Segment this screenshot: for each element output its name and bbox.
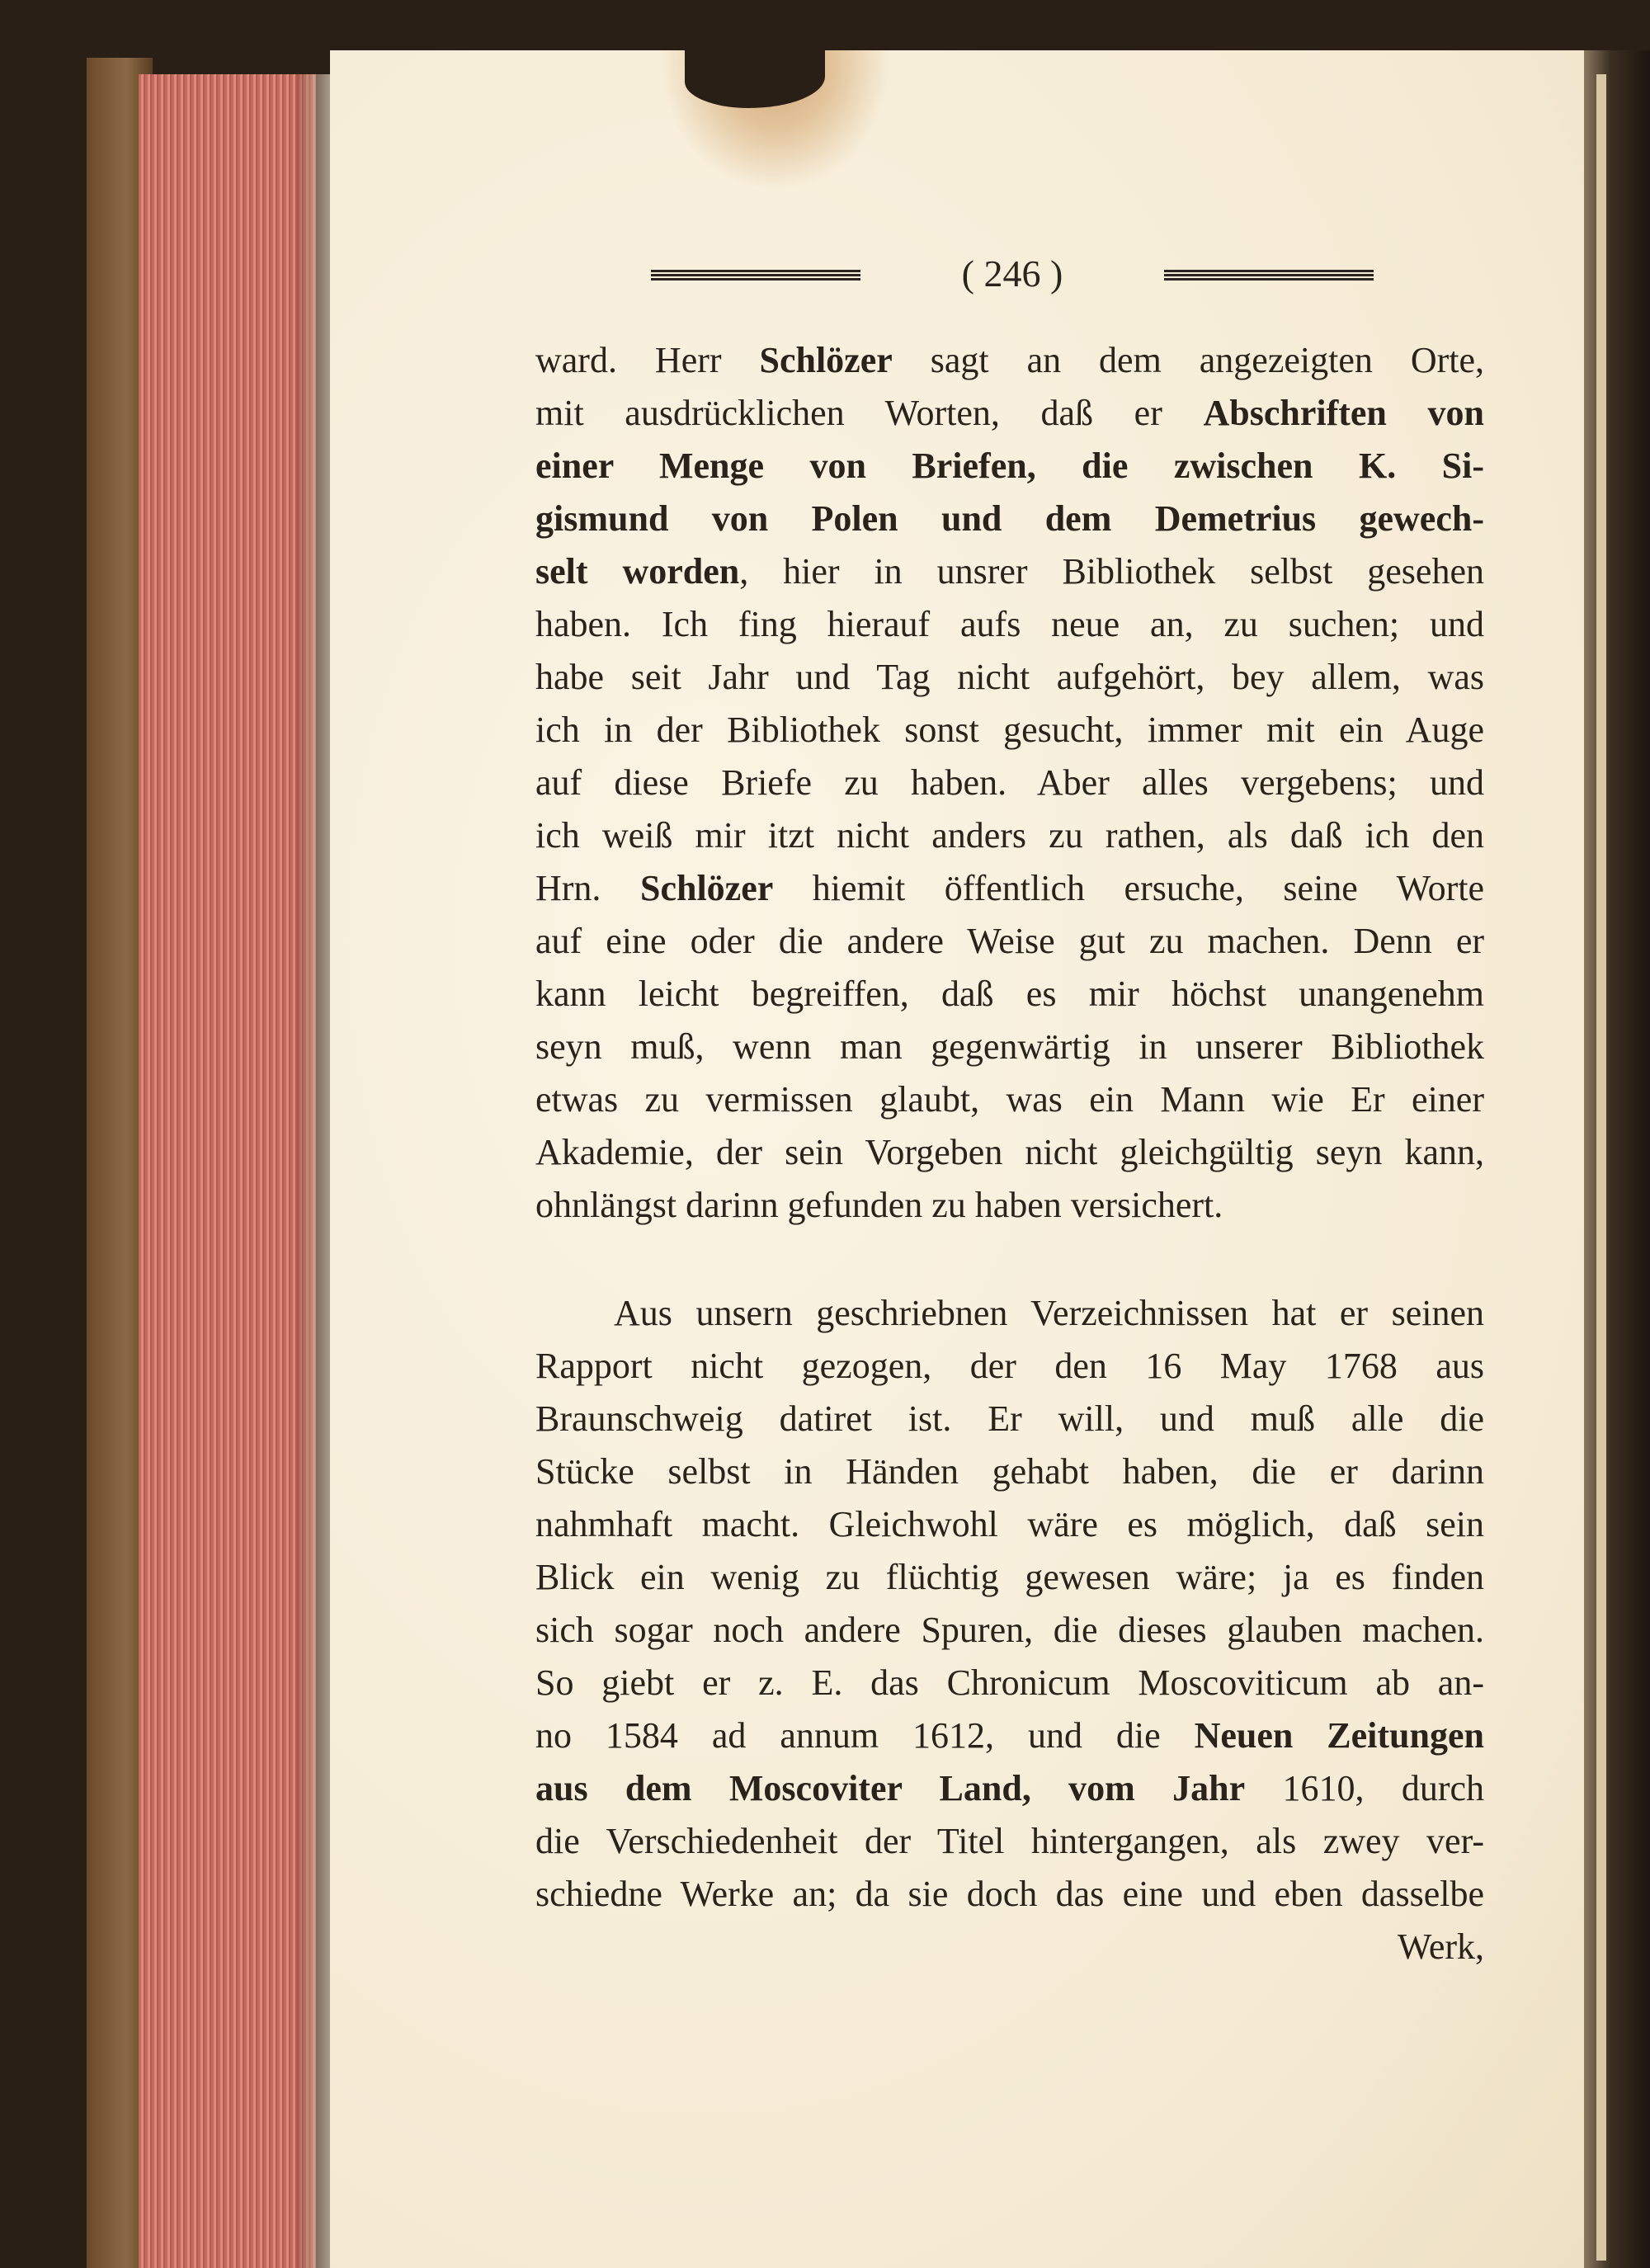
text-line — [535, 968, 1484, 1021]
text-segment: haben. Ich fing hierauf aufs neue an, zu suchen; und — [535, 604, 1484, 644]
emphasized-text: Schlözer — [759, 340, 893, 380]
emphasized-text: aus dem Moscoviter Land, vom Jahr — [535, 1768, 1246, 1808]
text-segment: ich weiß mir itzt nicht anders zu rathen, als daß ich den — [535, 815, 1484, 856]
text-segment: die Verschiedenheit der Titel hintergangen, als zwey ver- — [535, 1821, 1484, 1861]
text-line — [535, 440, 1484, 493]
text-segment: ward. Herr — [535, 340, 760, 380]
text-segment: nahmhaft macht. Gleichwohl wäre es möglich, daß sein — [535, 1504, 1484, 1544]
text-segment: Chronicum Moscoviticum ab an- — [946, 1662, 1484, 1703]
text-line — [535, 1445, 1484, 1498]
text-line — [535, 1604, 1484, 1657]
header-rule-right — [1164, 270, 1374, 281]
emphasized-text: Schlözer — [639, 868, 774, 908]
text-line — [535, 757, 1484, 809]
text-line — [535, 334, 1484, 387]
emphasized-text: gismund von Polen und dem Demetrius gewech- — [535, 498, 1484, 539]
paragraph-1 — [535, 334, 1484, 1232]
text-segment: Rapport nicht gezogen, der den 16 May 1768 aus — [535, 1346, 1484, 1386]
page-edge-shadow — [297, 74, 330, 2268]
text-segment: habe seit Jahr und Tag nicht aufgehört, bey allem, was — [535, 657, 1484, 697]
text-line — [535, 598, 1484, 651]
text-segment: Aus unsern geschriebnen Verzeichnissen hat er seinen — [614, 1293, 1484, 1333]
facing-page-edge — [1596, 74, 1606, 2261]
text-line — [535, 809, 1484, 862]
text-segment: ich in der Bibliothek sonst gesucht, immer mit ein Auge — [535, 710, 1484, 750]
text-segment: So giebt er z. E. das — [535, 1662, 947, 1703]
text-line — [535, 862, 1484, 915]
text-line — [535, 545, 1484, 598]
emphasized-text: Abschriften von — [1203, 393, 1484, 433]
text-segment: auf eine oder die andere Weise gut zu machen. Denn er — [535, 921, 1484, 961]
text-line — [535, 1551, 1484, 1604]
text-line — [535, 1021, 1484, 1073]
catchword: Werk, — [1397, 1926, 1484, 1967]
text-segment: auf diese Briefe zu haben. Aber alles vergebens; und — [535, 762, 1484, 803]
text-segment: , hier in unsrer Bibliothek selbst gesehen — [739, 551, 1484, 592]
book-gutter — [1584, 50, 1650, 2268]
text-line — [535, 1815, 1484, 1868]
paragraph-2 — [535, 1287, 1484, 1973]
text-line — [535, 1073, 1484, 1126]
text-line — [535, 1498, 1484, 1551]
text-segment: Akademie, der sein Vorgeben nicht gleichgültig seyn kann, — [535, 1132, 1484, 1172]
text-segment: Blick ein wenig zu flüchtig gewesen wäre; ja es finden — [535, 1557, 1484, 1597]
text-line — [535, 1287, 1484, 1340]
text-line — [535, 1868, 1484, 1921]
text-line — [535, 1657, 1484, 1709]
text-segment: schiedne Werke an; da sie doch das eine und eben dasselbe — [535, 1874, 1484, 1914]
emphasized-text: Neuen Zeitungen — [1194, 1715, 1484, 1756]
emphasized-text: einer Menge von Briefen, die zwischen K. Si- — [535, 446, 1484, 486]
text-line — [535, 1179, 1484, 1232]
text-line — [535, 1340, 1484, 1393]
text-segment: no 1584 ad annum 1612, und die — [535, 1715, 1195, 1756]
page-number: ( 246 ) — [961, 252, 1063, 295]
text-line — [535, 493, 1484, 545]
emphasized-text: selt worden — [535, 551, 740, 592]
text-line — [535, 1762, 1484, 1815]
page-header — [651, 252, 1374, 301]
text-line — [535, 651, 1484, 704]
text-segment: sagt an dem angezeigten Orte, — [892, 340, 1484, 380]
text-segment: Hrn. — [535, 868, 640, 908]
text-segment: Stücke selbst in Händen gehabt haben, die er darinn — [535, 1451, 1484, 1492]
text-segment: hiemit öffentlich ersuche, seine Worte — [773, 868, 1484, 908]
page-edges — [139, 74, 316, 2268]
text-line — [535, 704, 1484, 757]
text-segment: ohnlängst darinn gefunden zu haben versichert. — [535, 1185, 1223, 1225]
text-segment: Braunschweig datiret ist. Er will, und muß alle die — [535, 1398, 1484, 1439]
text-segment: seyn muß, wenn man gegenwärtig in unserer Bibliothek — [535, 1026, 1484, 1067]
text-segment: 1610, durch — [1245, 1768, 1484, 1808]
text-line — [535, 915, 1484, 968]
text-segment: etwas zu vermissen glaubt, was ein Mann wie Er einer — [535, 1079, 1484, 1120]
text-segment: sich sogar noch andere Spuren, die dieses glauben machen. — [535, 1610, 1484, 1650]
text-line — [535, 1126, 1484, 1179]
text-line — [535, 1709, 1484, 1762]
text-line — [535, 387, 1484, 440]
text-line — [535, 1393, 1484, 1445]
text-segment: mit ausdrücklichen Worten, daß er — [535, 393, 1204, 433]
text-segment: kann leicht begreiffen, daß es mir höchst unangenehm — [535, 974, 1484, 1014]
